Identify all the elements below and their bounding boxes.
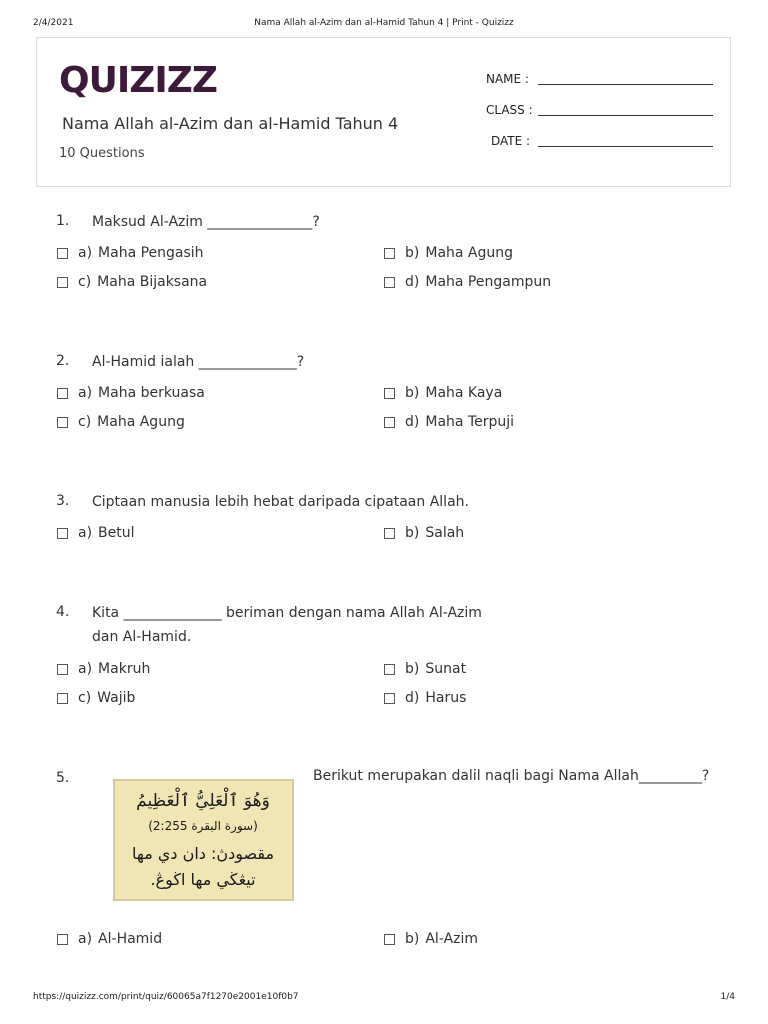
- option-label: Sunat: [425, 661, 467, 677]
- option-label: Makruh: [98, 661, 151, 677]
- class-label: CLASS :: [486, 103, 533, 117]
- question-text: Berikut merupakan dalil naqli bagi Nama Allah_________?: [313, 768, 710, 784]
- image-jawi-line: تيڠڬي مها اڬوڠ.: [150, 870, 256, 889]
- name-label: NAME :: [486, 72, 529, 86]
- option[interactable]: [384, 274, 551, 290]
- option-letter: c): [78, 690, 92, 706]
- option-letter: b): [405, 525, 420, 541]
- date-label: DATE :: [491, 134, 531, 148]
- option[interactable]: [57, 931, 162, 947]
- option-letter: d): [405, 274, 420, 290]
- checkbox[interactable]: [57, 664, 68, 675]
- checkbox[interactable]: [384, 934, 395, 945]
- quizizz-logo: [59, 56, 217, 101]
- option[interactable]: [57, 690, 135, 706]
- question-text-line: dan Al-Hamid.: [92, 629, 192, 645]
- option-label: Maha berkuasa: [98, 385, 205, 401]
- option-label: Maha Agung: [425, 245, 514, 261]
- question-text: Ciptaan manusia lebih hebat daripada cipataan Allah.: [92, 494, 469, 510]
- option[interactable]: [384, 385, 502, 401]
- option-label: Betul: [98, 525, 135, 541]
- quiz-header-card: [36, 37, 731, 187]
- print-page-title: Nama Allah al-Azim dan al-Hamid Tahun 4 | Print - Quizizz: [254, 18, 514, 28]
- quiz-title: Nama Allah al-Azim dan al-Hamid Tahun 4: [62, 114, 399, 133]
- question-number: 4.: [56, 604, 70, 620]
- option-label: Al-Azim: [425, 931, 479, 947]
- option[interactable]: [57, 661, 150, 677]
- option[interactable]: [57, 274, 207, 290]
- date-field[interactable]: [491, 134, 530, 148]
- option[interactable]: [384, 245, 513, 261]
- option-letter: a): [78, 385, 93, 401]
- option-label: Al-Hamid: [98, 931, 163, 947]
- name-line: [538, 84, 713, 85]
- class-line: [538, 115, 713, 116]
- checkbox[interactable]: [57, 528, 68, 539]
- option[interactable]: [57, 525, 135, 541]
- option[interactable]: [384, 661, 466, 677]
- option-letter: b): [405, 385, 420, 401]
- checkbox[interactable]: [384, 693, 395, 704]
- quran-verse-image: [113, 779, 294, 901]
- question-text: [92, 601, 482, 649]
- checkbox[interactable]: [384, 277, 395, 288]
- page-number: 1/4: [720, 992, 735, 1002]
- checkbox[interactable]: [384, 388, 395, 399]
- option[interactable]: [384, 690, 466, 706]
- checkbox[interactable]: [384, 417, 395, 428]
- checkbox[interactable]: [57, 248, 68, 259]
- name-field[interactable]: [486, 72, 529, 86]
- option-label: Maha Kaya: [425, 385, 503, 401]
- option-letter: a): [78, 525, 93, 541]
- option-label: Maha Terpuji: [425, 414, 515, 430]
- option-letter: d): [405, 690, 420, 706]
- checkbox[interactable]: [384, 248, 395, 259]
- option[interactable]: [57, 414, 185, 430]
- option-label: Salah: [425, 525, 465, 541]
- option-letter: a): [78, 931, 93, 947]
- option-letter: b): [405, 245, 420, 261]
- option[interactable]: [57, 385, 205, 401]
- question-number: 2.: [56, 353, 70, 369]
- checkbox[interactable]: [384, 528, 395, 539]
- print-header: [0, 18, 768, 32]
- checkbox[interactable]: [57, 693, 68, 704]
- question-count: 10 Questions: [59, 146, 145, 161]
- option-letter: a): [78, 245, 93, 261]
- class-field[interactable]: [486, 103, 533, 117]
- option-label: Maha Pengampun: [425, 274, 552, 290]
- option[interactable]: [57, 245, 204, 261]
- svg-text:QUIZIZZ: QUIZIZZ: [59, 60, 217, 101]
- option-label: Harus: [425, 690, 467, 706]
- image-verse-reference: (سورة البقرة 2:255): [148, 819, 258, 833]
- question-number: 3.: [56, 493, 70, 509]
- option-letter: b): [405, 931, 420, 947]
- option-letter: a): [78, 661, 93, 677]
- page-url: https://quizizz.com/print/quiz/60065a7f1270e2001e10f0b7: [33, 992, 299, 1002]
- checkbox[interactable]: [57, 277, 68, 288]
- option-letter: d): [405, 414, 420, 430]
- option-letter: c): [78, 274, 92, 290]
- checkbox[interactable]: [57, 934, 68, 945]
- option-label: Maha Agung: [97, 414, 185, 430]
- option-label: Maha Pengasih: [98, 245, 204, 261]
- question-number: 5.: [56, 770, 70, 786]
- option-letter: c): [78, 414, 92, 430]
- image-jawi-line: مقصودڽ: دان دي مها: [131, 844, 275, 863]
- option[interactable]: [384, 414, 514, 430]
- option-letter: b): [405, 661, 420, 677]
- checkbox[interactable]: [384, 664, 395, 675]
- question-number: 1.: [56, 213, 70, 229]
- option-label: Wajib: [97, 690, 136, 706]
- option[interactable]: [384, 931, 478, 947]
- question-text: Maksud Al-Azim _______________?: [92, 214, 320, 230]
- option-label: Maha Bijaksana: [97, 274, 208, 290]
- checkbox[interactable]: [57, 417, 68, 428]
- question-text-line: Kita ______________ beriman dengan nama Allah Al-Azim: [92, 605, 482, 621]
- question-text: Al-Hamid ialah ______________?: [92, 354, 305, 370]
- image-verse-arabic: وَهُوَ ٱلْعَلِيُّ ٱلْعَظِيمُ: [136, 791, 270, 811]
- option[interactable]: [384, 525, 464, 541]
- checkbox[interactable]: [57, 388, 68, 399]
- date-line: [538, 146, 713, 147]
- print-date: 2/4/2021: [33, 18, 74, 28]
